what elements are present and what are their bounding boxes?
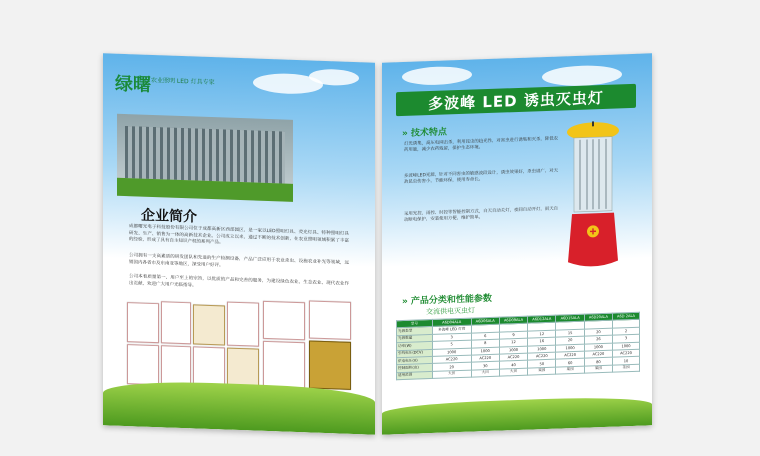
table-header-cell: A6D09ALA — [499, 316, 527, 324]
table-row-label: 光源类型 — [397, 327, 433, 336]
certificate — [263, 301, 305, 340]
table-cell: 12 — [499, 338, 527, 346]
table-cell: 6 — [471, 332, 499, 340]
table-row-label: 功率(W) — [397, 342, 433, 351]
table-cell: 大田 — [432, 370, 471, 379]
cloud — [402, 66, 472, 86]
table-cell: 大田 — [471, 369, 499, 377]
table-row-label: 光源数量 — [397, 334, 433, 343]
certificate — [193, 346, 225, 387]
table-header-cell: 型号 — [397, 319, 433, 328]
table-cell: AC220 — [499, 353, 527, 361]
logo-tagline: 农业照明 LED 灯具专家 — [151, 76, 215, 87]
intro-paragraph: 公司拥有一支高素质的研发团队和先进的生产检测设备，产品广泛应用于农业杀虫、设施农业补光等领域，远销国内各省市及东南亚等地区，深受用户好评。 — [129, 253, 349, 269]
product-banner-title: 多波峰 LED 诱虫灭虫灯 — [396, 84, 636, 116]
table-cell: 1000 — [584, 343, 612, 351]
intro-paragraph: 公司本着质量第一、用户至上的宗旨，以优质的产品和完善的服务，为建设绿色农业、生态农业、现代农业作出贡献，欢迎广大用户光临指导。 — [129, 274, 349, 289]
table-header-cell: A6D 2ALA — [613, 312, 640, 320]
spec-table — [396, 312, 640, 381]
table-cell: 20 — [432, 362, 471, 371]
table-cell: 1000 — [499, 346, 527, 354]
table-cell: 多波峰 LED 灯管 — [432, 325, 471, 334]
table-cell: 30 — [471, 361, 499, 369]
table-row-label: 供电电压(V) — [397, 356, 433, 365]
certificate — [227, 348, 259, 389]
table-header-cell: A6D15ALA — [556, 314, 584, 322]
table-cell: 1000 — [471, 347, 499, 355]
certificate — [161, 301, 191, 344]
table-cell: AC220 — [613, 349, 640, 357]
table-header-cell: A6D06ALA — [471, 317, 499, 325]
certificate — [263, 341, 305, 388]
table-cell: 20 — [556, 336, 584, 344]
certificate — [161, 345, 191, 386]
table-cell: 16 — [528, 337, 556, 345]
company-building-photo — [117, 114, 293, 202]
certificate — [127, 344, 159, 385]
table-row-label: 引线电压(DCV) — [397, 349, 433, 358]
feature-paragraph: 灯光诱集，高压电网击杀，利用昆虫的趋光性，对害虫进行诱集和灭杀，降低农药用量，减少农药残留，保护生态环境。 — [404, 136, 558, 154]
table-subtitle: 交流供电灭虫灯 — [426, 306, 475, 317]
table-cell: 50 — [528, 359, 556, 367]
table-cell: 1000 — [613, 342, 640, 350]
table-cell: 15 — [556, 329, 584, 337]
cloud — [542, 64, 622, 87]
table-cell: 大田 — [499, 368, 527, 376]
table-cell: AC220 — [471, 354, 499, 362]
table-cell: 3 — [613, 334, 640, 342]
table-cell: 果园 — [556, 366, 584, 374]
grass-footer — [382, 395, 652, 434]
table-cell: AC220 — [584, 350, 612, 358]
table-cell: AC220 — [528, 352, 556, 360]
table-cell: 2 — [613, 327, 640, 335]
classification-heading: » 产品分类和性能参数 — [402, 293, 492, 308]
award-plaque — [309, 340, 351, 389]
table-cell: 8 — [471, 339, 499, 347]
table-cell: 60 — [556, 358, 584, 366]
left-page — [103, 53, 375, 434]
table-cell: 茶园 — [613, 364, 640, 372]
table-cell: 26 — [584, 335, 612, 343]
table-cell: 5 — [432, 340, 471, 349]
table-cell: 80 — [584, 358, 612, 366]
table-header-cell: A6D12ALA — [528, 315, 556, 323]
intro-paragraph: 成都曙光电子科技股份有限公司位于成都高新区西部园区，是一家以LED照明灯具、荧光灯具、特种照明灯具研发、生产、销售为一体的高新技术企业。公司成立以来，通过不断的技术创新，在农业照明领域积累了丰富的经验，形成了具有自主知识产权的系列产品。 — [129, 224, 349, 246]
insect-killer-lamp-image — [562, 120, 624, 272]
table-cell: 40 — [499, 360, 527, 368]
table-cell: 3 — [432, 333, 471, 342]
table-cell: 果园 — [584, 365, 612, 373]
table-cell: 1000 — [528, 345, 556, 353]
certificate — [227, 302, 259, 347]
company-logo: 绿曙 — [115, 73, 151, 96]
certificate — [193, 304, 225, 345]
table-header-cell: A6D20ALA — [584, 313, 612, 321]
table-row-label: 控制面积(亩) — [397, 364, 433, 373]
certificate — [309, 300, 351, 339]
table-cell: 20 — [584, 328, 612, 336]
features-heading: » 技术特点 — [402, 127, 447, 140]
table-cell: AC220 — [432, 355, 471, 364]
certificate — [127, 302, 159, 343]
feature-paragraph: 多波峰LED光源，针对不同害虫的敏感波段设计，诱虫效果好，杀虫谱广，对天敌昆虫伤害小，节能环保，使用寿命长。 — [404, 168, 558, 186]
section-title: 企业简介 — [141, 207, 197, 226]
table-cell: AC220 — [556, 351, 584, 359]
table-cell: 1000 — [556, 344, 584, 352]
feature-paragraph: 采用光控、雨控、时控等智能控制方式，白天自动关灯，夜间自动开灯，雨天自动断电保护，安装使用方便，维护简单。 — [404, 206, 558, 224]
table-cell: 1000 — [432, 348, 471, 357]
table-row-label: 适用范围 — [397, 371, 433, 380]
table-header-cell: A6D04ALA — [432, 318, 471, 327]
right-page — [382, 53, 652, 434]
table-cell: 果园 — [528, 367, 556, 375]
table-cell: 12 — [528, 330, 556, 338]
table-cell: 10 — [613, 357, 640, 365]
table-cell: 9 — [499, 331, 527, 339]
